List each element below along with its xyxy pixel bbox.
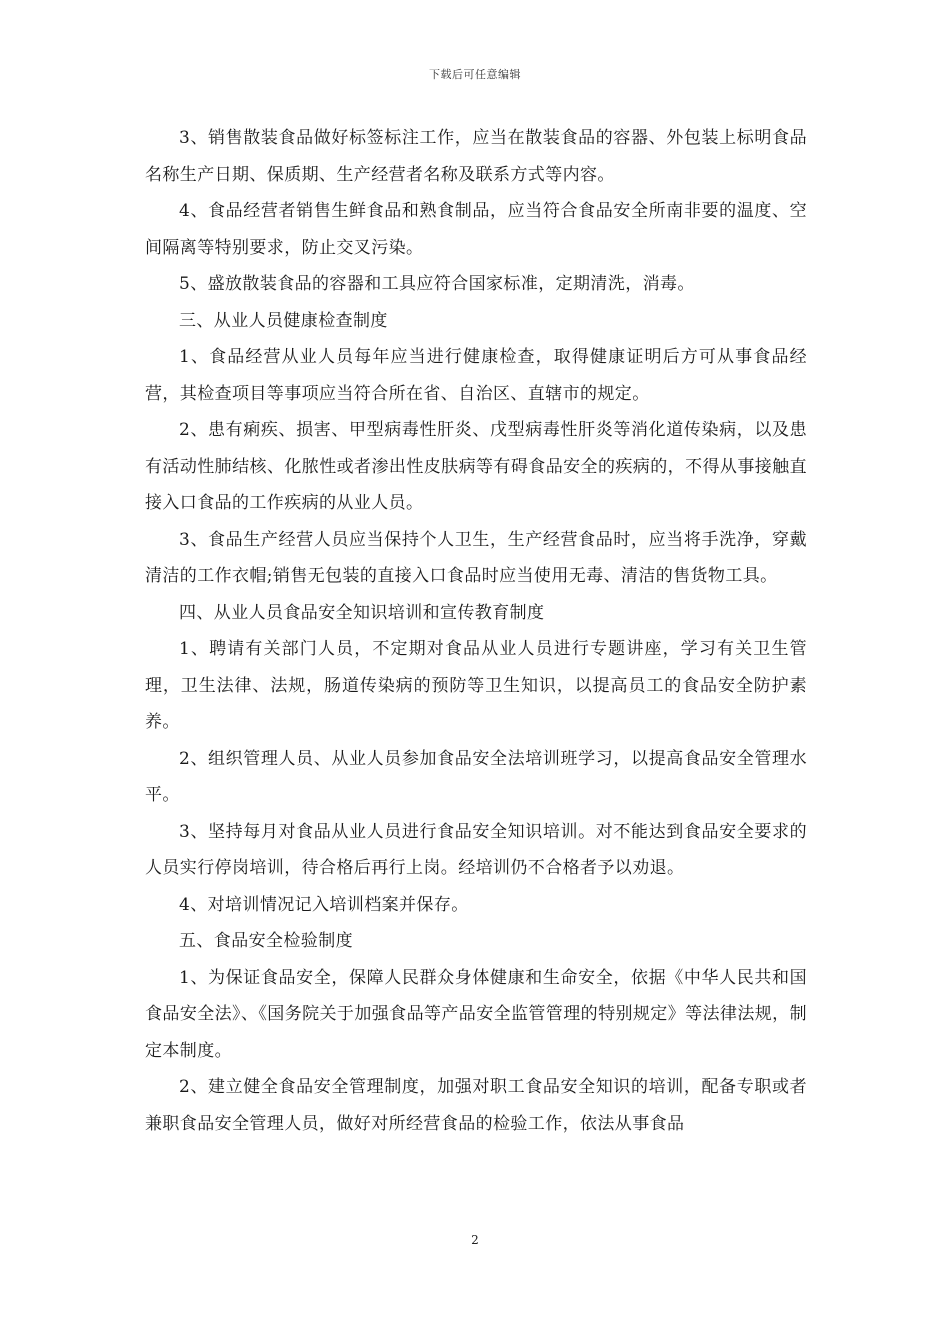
- paragraph: 2、组织管理人员、从业人员参加食品安全法培训班学习，以提高食品安全管理水平。: [145, 748, 807, 805]
- paragraph: 4、对培训情况记入培训档案并保存。: [179, 894, 469, 915]
- section-heading: 四、从业人员食品安全知识培训和宣传教育制度: [179, 602, 545, 623]
- paragraph: 1、聘请有关部门人员，不定期对食品从业人员进行专题讲座，学习有关卫生管理，卫生法律、法规，肠道传染病的预防等卫生知识，以提高员工的食品安全防护素养。: [145, 639, 807, 732]
- paragraph: 2、建立健全食品安全管理制度，加强对职工食品安全知识的培训，配备专职或者兼职食品安全管理人员，做好对所经营食品的检验工作，依法从事食品: [145, 1077, 807, 1134]
- paragraph: 1、食品经营从业人员每年应当进行健康检查，取得健康证明后方可从事食品经营，其检查项目等事项应当符合所在省、自治区、直辖市的规定。: [145, 347, 807, 404]
- paragraph: 3、食品生产经营人员应当保持个人卫生，生产经营食品时，应当将手洗净，穿戴清洁的工作衣帽;销售无包装的直接入口食品时应当使用无毒、清洁的售货物工具。: [145, 529, 807, 586]
- page-number: 2: [471, 1233, 479, 1247]
- document-body: [145, 120, 807, 1142]
- paragraph: 2、患有痢疾、损害、甲型病毒性肝炎、戊型病毒性肝炎等消化道传染病，以及患有活动性肺结核、化脓性或者渗出性皮肤病等有碍食品安全的疾病的，不得从事接触直接入口食品的工作疾病的从业人员。: [145, 420, 807, 513]
- paragraph: 3、销售散装食品做好标签标注工作，应当在散装食品的容器、外包装上标明食品名称生产日期、保质期、生产经营者名称及联系方式等内容。: [145, 128, 807, 185]
- page-header: 下载后可任意编辑: [429, 68, 521, 81]
- paragraph: 3、坚持每月对食品从业人员进行食品安全知识培训。对不能达到食品安全要求的人员实行停岗培训，待合格后再行上岗。经培训仍不合格者予以劝退。: [145, 821, 807, 878]
- section-heading: 五、食品安全检验制度: [179, 931, 353, 951]
- paragraph: 5、盛放散装食品的容器和工具应符合国家标准，定期清洗，消毒。: [179, 274, 695, 294]
- section-heading: 三、从业人员健康检查制度: [179, 310, 388, 331]
- paragraph: 4、食品经营者销售生鲜食品和熟食制品，应当符合食品安全所南非要的温度、空间隔离等特别要求，防止交叉污染。: [145, 201, 807, 258]
- paragraph: 1、为保证食品安全，保障人民群众身体健康和生命安全，依据《中华人民共和国食品安全法》、《国务院关于加强食品等产品安全监管管理的特别规定》等法律法规，制定本制度。: [145, 967, 807, 1061]
